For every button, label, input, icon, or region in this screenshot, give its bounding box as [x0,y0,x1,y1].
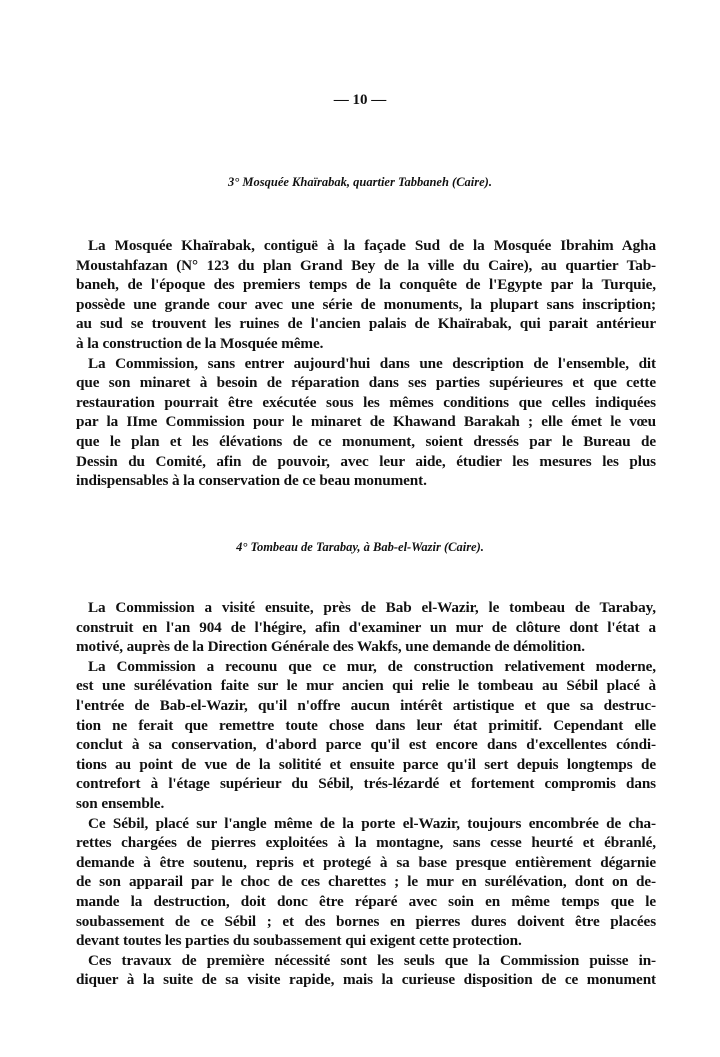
section-4-body [76,598,656,990]
section-heading-3: 3° Mosquée Khaïrabak, quartier Tabbaneh (Caire). [228,175,492,189]
text-line: restauration pourrait être exécutée sous les mêmes conditions que celles indiquées [76,393,656,411]
text-line: à la construction de la Mosquée même. [76,334,324,352]
text-line: Ce Sébil, placé sur l'angle même de la porte el-Wazir, toujours encombrée de cha- [88,814,656,832]
text-line: au sud se trouvent les ruines de l'ancien palais de Khaïrabak, qui parait antérieur [76,315,656,333]
text-line: que son minaret à besoin de réparation dans ses parties supérieures et que cette [76,374,656,392]
text-line: rettes chargées de pierres exploitées à la montagne, sans cesse heurté et ébranlé, [76,834,656,852]
text-line: soubassement de ce Sébil ; et des bornes en pierres dures doivent être placées [76,912,656,930]
text-line: indispensables à la conservation de ce beau monument. [76,472,427,490]
text-line: son ensemble. [76,794,165,812]
section-heading-4: 4° Tombeau de Tarabay, à Bab-el-Wazir (Caire). [236,540,484,554]
text-line: devant toutes les parties du soubassement qui exigent cette protection. [76,932,522,950]
text-line: possède une grande cour avec une série de monuments, la plupart sans inscription; [76,295,656,313]
text-line: par la IIme Commission pour le minaret de Khawand Barakah ; elle émet le vœu [76,413,656,431]
text-line: est une surélévation faite sur le mur ancien qui relie le tombeau au Sébil placé à [76,677,656,695]
section-3-body [76,236,656,491]
text-line: Ces travaux de première nécessité sont les seuls que la Commission puisse in- [88,951,656,969]
text-line: contrefort à l'étage supérieur du Sébil, trés-lézardé et fortement compromis dans [76,775,656,793]
text-line: diquer à la suite de sa visite rapide, mais la curieuse disposition de ce monument [76,971,656,989]
text-line: mande la destruction, doit donc être réparé avec soin en même temps que le [76,892,656,910]
text-line: La Commission a recounu que ce mur, de construction relativement moderne, [88,657,656,675]
text-line: motivé, auprès de la Direction Générale des Wakfs, une demande de démolition. [76,638,585,656]
text-line: Moustahfazan (N° 123 du plan Grand Bey de la ville du Caire), au quartier Tab- [76,256,656,274]
text-line: de son apparail par le choc de ces charettes ; le mur en surélévation, dont on de- [76,873,656,891]
text-line: La Commission, sans entrer aujourd'hui dans une description de l'ensemble, dit [88,354,656,372]
text-line: baneh, de l'époque des premiers temps de la conquête de l'Egypte par la Turquie, [76,276,656,294]
text-line: Dessin du Comité, afin de pouvoir, avec leur aide, étudier les mesures les plus [76,452,656,470]
text-line: conclut à sa conservation, d'abord parce qu'il est encore dans d'excellentes cóndi- [76,736,656,754]
text-line: construit en l'an 904 de l'hégire, afin d'examiner un mur de clôture dont l'état a [76,618,656,636]
text-line: La Commission a visité ensuite, près de Bab el-Wazir, le tombeau de Tarabay, [88,599,656,616]
text-line: La Mosquée Khaïrabak, contiguë à la façade Sud de la Mosquée Ibrahim Agha [88,237,656,254]
page-number: — 10 — [333,92,387,108]
text-line: tions au point de vue de la solitité et ensuite parce qu'il sert depuis longtemps de [76,755,656,773]
text-line: tion ne ferait que remettre toute chose dans leur état primitif. Cependant elle [76,716,656,734]
text-line: l'entrée de Bab-el-Wazir, qu'il n'offre aucun intérêt artistique et que sa destruc- [76,696,656,714]
text-line: que le plan et les élévations de ce monument, soient dressés par le Bureau de [76,432,656,450]
text-line: demande à être soutenu, repris et protegé à sa base presque entièrement dégarnie [76,853,656,871]
